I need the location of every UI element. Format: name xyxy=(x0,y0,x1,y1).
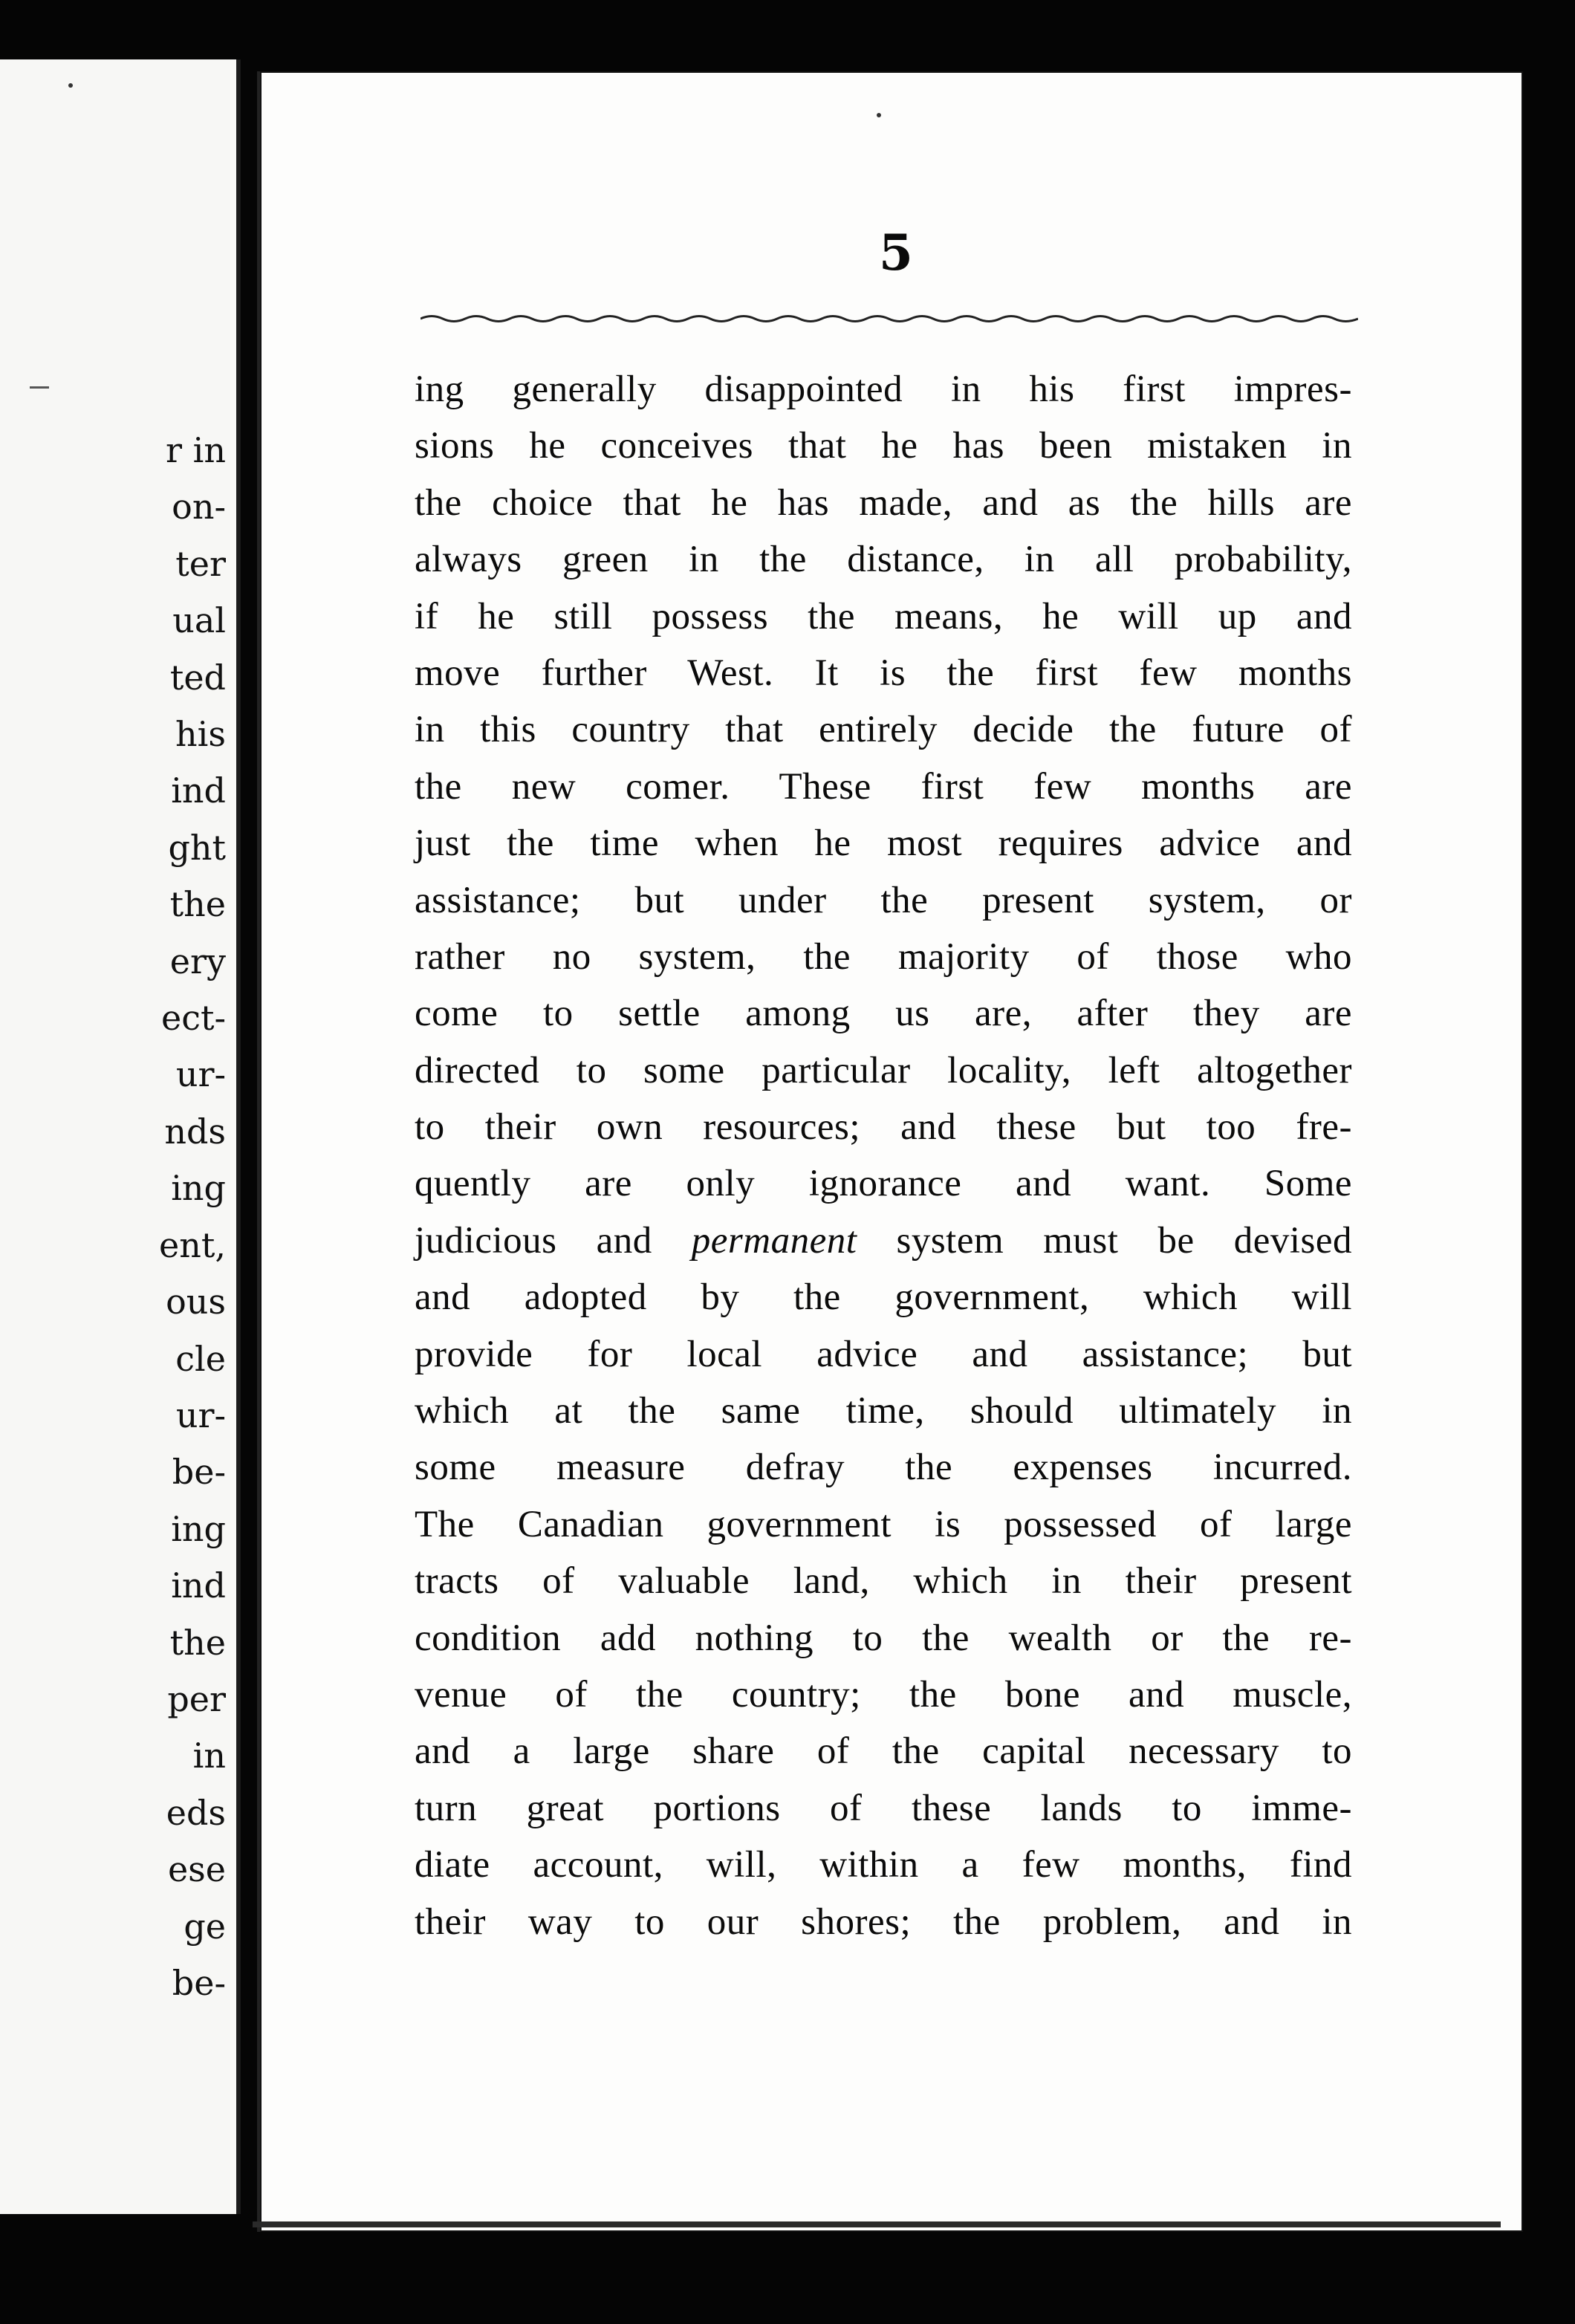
scan-speck xyxy=(877,113,881,117)
previous-page-line: ing xyxy=(171,1508,226,1549)
previous-page-line: ge xyxy=(184,1906,226,1947)
previous-page-mark xyxy=(30,386,49,389)
text-line-with-emphasis xyxy=(415,1213,1352,1269)
text-run: judicious and xyxy=(415,1219,692,1262)
previous-page-line: his xyxy=(175,714,226,755)
text-line: ing generally disappointed in his first impres- xyxy=(415,369,1352,410)
text-line: provide for local advice and assistance; but xyxy=(415,1333,1352,1375)
previous-page-line: ual xyxy=(172,600,226,641)
text-line: the new comer. These first few months are xyxy=(415,765,1352,808)
page-bottom-edge xyxy=(253,2221,1501,2227)
previous-page-line: per xyxy=(167,1678,226,1719)
text-line: assistance; but under the present system, or xyxy=(415,879,1352,921)
text-line: some measure defray the expenses incurred. xyxy=(415,1447,1352,1489)
previous-page-edge xyxy=(0,59,241,2214)
previous-page-line: ur- xyxy=(175,1054,226,1095)
previous-page-line: ent, xyxy=(159,1224,226,1265)
previous-page-line: ing xyxy=(171,1168,226,1209)
previous-page-line: the xyxy=(169,884,226,925)
text-line: The Canadian government is possessed of large xyxy=(415,1503,1352,1545)
text-line: and a large share of the capital necessary to xyxy=(415,1730,1352,1773)
text-line: sions he conceives that he has been mistaken in xyxy=(415,425,1352,467)
previous-page-line: ese xyxy=(167,1849,226,1890)
text-line: tracts of valuable land, which in their present xyxy=(415,1560,1352,1603)
previous-page-line: ted xyxy=(169,657,226,698)
previous-page-line: nds xyxy=(164,1111,226,1152)
previous-page-line: eds xyxy=(166,1792,226,1833)
previous-page-line: r in xyxy=(166,430,226,470)
page-body-text xyxy=(415,361,1352,1950)
emphasized-word: permanent xyxy=(691,1219,857,1262)
previous-page-line: be- xyxy=(172,1452,226,1493)
previous-page-line: ght xyxy=(168,827,226,868)
text-line: just the time when he most requires advice and xyxy=(415,822,1352,865)
page-number: 5 xyxy=(879,224,913,282)
text-line: always green in the distance, in all probability, xyxy=(415,539,1352,581)
text-line: quently are only ignorance and want. Some xyxy=(415,1163,1352,1205)
text-line: and adopted by the government, which will xyxy=(415,1276,1352,1319)
previous-page-line: ter xyxy=(175,543,226,584)
text-line: venue of the country; the bone and muscle, xyxy=(415,1673,1352,1716)
text-line: which at the same time, should ultimately in xyxy=(415,1390,1352,1432)
text-line: in this country that entirely decide the future of xyxy=(415,709,1352,751)
text-line: their way to our shores; the problem, and in xyxy=(415,1901,1352,1943)
previous-page-line: the xyxy=(169,1622,226,1663)
text-line: rather no system, the majority of those who xyxy=(415,935,1352,978)
previous-page-line: be- xyxy=(172,1962,226,2003)
previous-page-line: ind xyxy=(171,1565,226,1606)
text-line: to their own resources; and these but too fre- xyxy=(415,1106,1352,1149)
previous-page-line: ect- xyxy=(160,998,226,1039)
text-run: system must be devised xyxy=(857,1219,1352,1262)
text-line: diate account, will, within a few months, find xyxy=(415,1844,1352,1886)
text-line: move further West. It is the first few months xyxy=(415,652,1352,694)
text-line: come to settle among us are, after they are xyxy=(415,993,1352,1035)
ornamental-rule xyxy=(420,312,1358,325)
previous-page-line: cle xyxy=(175,1338,226,1379)
text-line: the choice that he has made, and as the hills are xyxy=(415,481,1352,524)
scan-speck xyxy=(68,83,73,88)
previous-page-line: ind xyxy=(171,770,226,811)
previous-page-line: ous xyxy=(166,1282,226,1322)
previous-page-line: in xyxy=(192,1736,226,1776)
previous-page-line: ur- xyxy=(175,1395,226,1435)
previous-page-line-endings xyxy=(159,422,226,2011)
text-line: condition add nothing to the wealth or the re- xyxy=(415,1617,1352,1659)
previous-page-line: ery xyxy=(169,941,226,981)
previous-page-line: on- xyxy=(172,487,226,528)
text-line: directed to some particular locality, left altogether xyxy=(415,1049,1352,1091)
text-line: turn great portions of these lands to imme- xyxy=(415,1787,1352,1829)
text-line: if he still possess the means, he will up and xyxy=(415,595,1352,637)
